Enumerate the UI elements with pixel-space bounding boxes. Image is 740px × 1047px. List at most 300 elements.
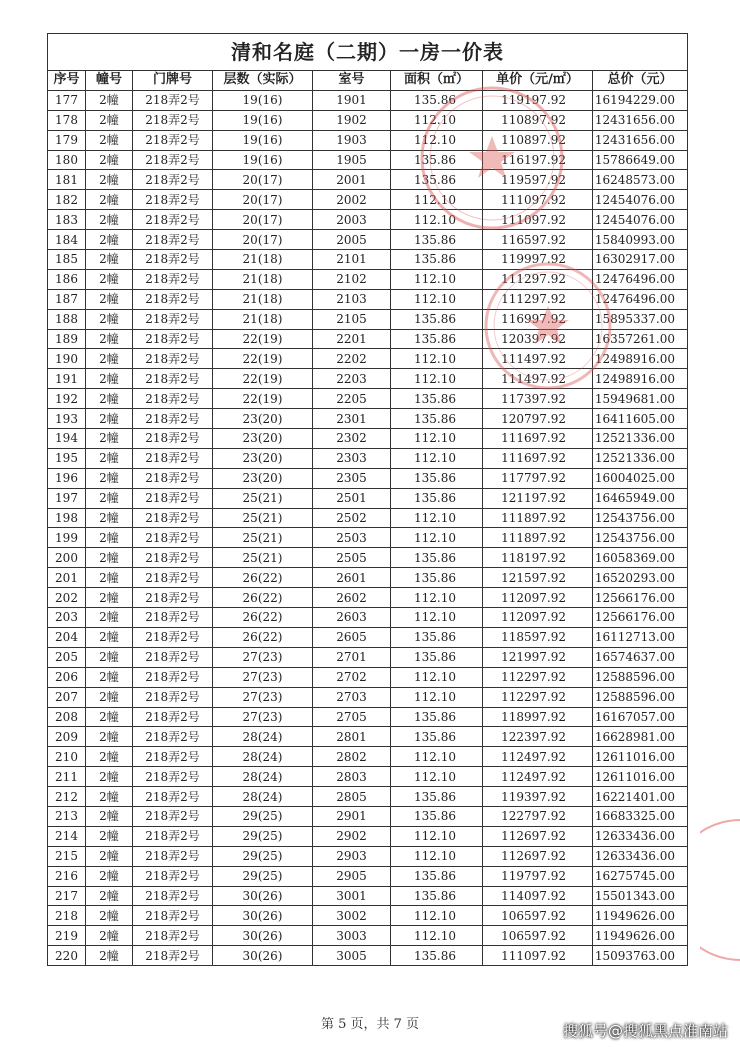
table-cell: 2幢 — [86, 250, 133, 270]
table-cell: 117397.92 — [483, 389, 593, 409]
header-cell: 幢号 — [86, 71, 133, 91]
table-cell: 2幢 — [86, 627, 133, 647]
table-cell: 2幢 — [86, 369, 133, 389]
table-row — [48, 548, 688, 568]
table-cell: 202 — [48, 588, 86, 608]
table-cell: 27(23) — [213, 647, 313, 667]
table-cell: 2幢 — [86, 448, 133, 468]
table-cell: 212 — [48, 787, 86, 807]
table-cell: 2001 — [313, 170, 391, 190]
table-cell: 21(18) — [213, 250, 313, 270]
table-cell: 218弄2号 — [133, 508, 213, 528]
table-cell: 218弄2号 — [133, 707, 213, 727]
table-cell: 112.10 — [391, 687, 483, 707]
table-cell: 12454076.00 — [593, 190, 688, 210]
table-cell: 112.10 — [391, 846, 483, 866]
table-cell: 21(18) — [213, 309, 313, 329]
watermark: 搜狐号@搜狐黑点淮南站 — [562, 1022, 728, 1040]
table-cell: 135.86 — [391, 389, 483, 409]
table-row — [48, 528, 688, 548]
table-cell: 135.86 — [391, 568, 483, 588]
table-cell: 19(16) — [213, 90, 313, 110]
table-cell: 16302917.00 — [593, 250, 688, 270]
table-cell: 3005 — [313, 946, 391, 966]
table-cell: 2幢 — [86, 926, 133, 946]
table-cell: 3002 — [313, 906, 391, 926]
table-cell: 2幢 — [86, 90, 133, 110]
table-cell: 2幢 — [86, 548, 133, 568]
table-cell: 112097.92 — [483, 588, 593, 608]
table-cell: 106597.92 — [483, 926, 593, 946]
table-cell: 220 — [48, 946, 86, 966]
table-cell: 27(23) — [213, 687, 313, 707]
table-cell: 2303 — [313, 448, 391, 468]
table-row — [48, 727, 688, 747]
table-cell: 16683325.00 — [593, 806, 688, 826]
table-cell: 2幢 — [86, 946, 133, 966]
table-cell: 135.86 — [391, 806, 483, 826]
price-sheet — [47, 33, 687, 966]
table-cell: 12633436.00 — [593, 826, 688, 846]
table-cell: 200 — [48, 548, 86, 568]
table-cell: 12454076.00 — [593, 210, 688, 230]
table-cell: 2幢 — [86, 787, 133, 807]
table-cell: 207 — [48, 687, 86, 707]
table-row — [48, 787, 688, 807]
table-cell: 2801 — [313, 727, 391, 747]
table-cell: 15949681.00 — [593, 389, 688, 409]
table-cell: 116597.92 — [483, 230, 593, 250]
table-cell: 194 — [48, 429, 86, 449]
table-cell: 16574637.00 — [593, 647, 688, 667]
table-cell: 2305 — [313, 468, 391, 488]
table-cell: 203 — [48, 608, 86, 628]
table-cell: 112697.92 — [483, 826, 593, 846]
table-cell: 112.10 — [391, 747, 483, 767]
table-cell: 218弄2号 — [133, 230, 213, 250]
table-cell: 112.10 — [391, 369, 483, 389]
table-cell: 12566176.00 — [593, 608, 688, 628]
table-cell: 11949626.00 — [593, 906, 688, 926]
table-cell: 219 — [48, 926, 86, 946]
table-cell: 116997.92 — [483, 309, 593, 329]
table-cell: 135.86 — [391, 946, 483, 966]
table-cell: 112.10 — [391, 210, 483, 230]
table-cell: 2603 — [313, 608, 391, 628]
table-cell: 216 — [48, 866, 86, 886]
table-cell: 16221401.00 — [593, 787, 688, 807]
table-cell: 121597.92 — [483, 568, 593, 588]
table-cell: 190 — [48, 349, 86, 369]
table-cell: 16275745.00 — [593, 866, 688, 886]
table-cell: 218弄2号 — [133, 190, 213, 210]
table-cell: 1903 — [313, 130, 391, 150]
table-cell: 20(17) — [213, 170, 313, 190]
table-cell: 198 — [48, 508, 86, 528]
table-cell: 183 — [48, 210, 86, 230]
table-cell: 201 — [48, 568, 86, 588]
table-cell: 118997.92 — [483, 707, 593, 727]
table-cell: 135.86 — [391, 250, 483, 270]
table-row — [48, 150, 688, 170]
table-cell: 22(19) — [213, 389, 313, 409]
table-cell: 2幢 — [86, 468, 133, 488]
table-cell: 12543756.00 — [593, 528, 688, 548]
table-cell: 2幢 — [86, 289, 133, 309]
table-cell: 218弄2号 — [133, 289, 213, 309]
table-cell: 2702 — [313, 667, 391, 687]
table-cell: 112.10 — [391, 608, 483, 628]
table-cell: 112.10 — [391, 429, 483, 449]
table-cell: 2幢 — [86, 190, 133, 210]
table-cell: 12566176.00 — [593, 588, 688, 608]
table-cell: 135.86 — [391, 309, 483, 329]
table-cell: 2302 — [313, 429, 391, 449]
table-cell: 22(19) — [213, 329, 313, 349]
table-cell: 180 — [48, 150, 86, 170]
header-cell: 面积（㎡） — [391, 71, 483, 91]
table-row — [48, 747, 688, 767]
table-cell: 135.86 — [391, 886, 483, 906]
table-cell: 110897.92 — [483, 130, 593, 150]
table-cell: 116197.92 — [483, 150, 593, 170]
table-cell: 111497.92 — [483, 349, 593, 369]
table-cell: 2005 — [313, 230, 391, 250]
table-row — [48, 488, 688, 508]
table-cell: 114097.92 — [483, 886, 593, 906]
table-cell: 2幢 — [86, 806, 133, 826]
table-cell: 2幢 — [86, 210, 133, 230]
table-cell: 23(20) — [213, 429, 313, 449]
table-cell: 187 — [48, 289, 86, 309]
table-cell: 218弄2号 — [133, 210, 213, 230]
table-cell: 15895337.00 — [593, 309, 688, 329]
table-cell: 218弄2号 — [133, 130, 213, 150]
table-cell: 218弄2号 — [133, 767, 213, 787]
table-cell: 218弄2号 — [133, 727, 213, 747]
table-cell: 135.86 — [391, 170, 483, 190]
table-cell: 193 — [48, 409, 86, 429]
table-row — [48, 349, 688, 369]
table-row — [48, 269, 688, 289]
price-table — [47, 33, 688, 966]
table-cell: 135.86 — [391, 627, 483, 647]
table-cell: 15093763.00 — [593, 946, 688, 966]
table-row — [48, 806, 688, 826]
table-cell: 12611016.00 — [593, 767, 688, 787]
table-cell: 2301 — [313, 409, 391, 429]
table-cell: 12521336.00 — [593, 429, 688, 449]
table-row — [48, 90, 688, 110]
table-cell: 16112713.00 — [593, 627, 688, 647]
table-cell: 27(23) — [213, 667, 313, 687]
table-cell: 119597.92 — [483, 170, 593, 190]
table-cell: 218弄2号 — [133, 150, 213, 170]
table-cell: 2502 — [313, 508, 391, 528]
table-cell: 106597.92 — [483, 906, 593, 926]
table-cell: 16411605.00 — [593, 409, 688, 429]
table-cell: 2605 — [313, 627, 391, 647]
table-cell: 26(22) — [213, 568, 313, 588]
table-cell: 12498916.00 — [593, 369, 688, 389]
table-cell: 209 — [48, 727, 86, 747]
table-cell: 218弄2号 — [133, 806, 213, 826]
table-cell: 117797.92 — [483, 468, 593, 488]
table-cell: 2幢 — [86, 110, 133, 130]
table-cell: 197 — [48, 488, 86, 508]
table-cell: 119197.92 — [483, 90, 593, 110]
table-cell: 28(24) — [213, 787, 313, 807]
table-cell: 208 — [48, 707, 86, 727]
table-cell: 135.86 — [391, 329, 483, 349]
table-cell: 12588596.00 — [593, 687, 688, 707]
table-cell: 22(19) — [213, 369, 313, 389]
table-cell: 112.10 — [391, 667, 483, 687]
table-cell: 135.86 — [391, 548, 483, 568]
table-row — [48, 826, 688, 846]
table-cell: 2201 — [313, 329, 391, 349]
table-cell: 26(22) — [213, 627, 313, 647]
table-cell: 111297.92 — [483, 289, 593, 309]
table-cell: 218弄2号 — [133, 170, 213, 190]
table-cell: 25(21) — [213, 488, 313, 508]
table-cell: 218弄2号 — [133, 250, 213, 270]
table-cell: 135.86 — [391, 707, 483, 727]
table-cell: 12611016.00 — [593, 747, 688, 767]
table-cell: 218弄2号 — [133, 110, 213, 130]
table-row — [48, 707, 688, 727]
table-cell: 2幢 — [86, 508, 133, 528]
table-cell: 28(24) — [213, 747, 313, 767]
table-cell: 112.10 — [391, 269, 483, 289]
table-cell: 218弄2号 — [133, 329, 213, 349]
table-cell: 2幢 — [86, 687, 133, 707]
table-cell: 121997.92 — [483, 647, 593, 667]
table-row — [48, 608, 688, 628]
table-cell: 218弄2号 — [133, 429, 213, 449]
table-row — [48, 687, 688, 707]
table-cell: 218弄2号 — [133, 846, 213, 866]
table-cell: 218弄2号 — [133, 608, 213, 628]
table-cell: 20(17) — [213, 190, 313, 210]
table-cell: 218弄2号 — [133, 667, 213, 687]
table-row — [48, 429, 688, 449]
table-cell: 25(21) — [213, 508, 313, 528]
table-cell: 12521336.00 — [593, 448, 688, 468]
table-row — [48, 468, 688, 488]
table-cell: 2203 — [313, 369, 391, 389]
table-cell: 111097.92 — [483, 946, 593, 966]
table-cell: 112.10 — [391, 906, 483, 926]
table-cell: 26(22) — [213, 608, 313, 628]
table-cell: 19(16) — [213, 130, 313, 150]
table-cell: 120797.92 — [483, 409, 593, 429]
table-cell: 218弄2号 — [133, 687, 213, 707]
table-cell: 16520293.00 — [593, 568, 688, 588]
table-cell: 218弄2号 — [133, 409, 213, 429]
table-cell: 2幢 — [86, 409, 133, 429]
table-cell: 112497.92 — [483, 747, 593, 767]
table-cell: 185 — [48, 250, 86, 270]
table-cell: 28(24) — [213, 727, 313, 747]
table-cell: 135.86 — [391, 727, 483, 747]
table-cell: 2幢 — [86, 767, 133, 787]
table-cell: 218弄2号 — [133, 747, 213, 767]
table-cell: 16058369.00 — [593, 548, 688, 568]
table-cell: 2703 — [313, 687, 391, 707]
table-cell: 184 — [48, 230, 86, 250]
table-cell: 3003 — [313, 926, 391, 946]
table-cell: 16194229.00 — [593, 90, 688, 110]
table-cell: 111097.92 — [483, 190, 593, 210]
table-cell: 2幢 — [86, 170, 133, 190]
table-cell: 2幢 — [86, 906, 133, 926]
table-cell: 112297.92 — [483, 687, 593, 707]
table-row — [48, 190, 688, 210]
table-cell: 196 — [48, 468, 86, 488]
table-cell: 29(25) — [213, 846, 313, 866]
table-row — [48, 309, 688, 329]
table-row — [48, 250, 688, 270]
table-row — [48, 906, 688, 926]
table-cell: 1905 — [313, 150, 391, 170]
table-cell: 2幢 — [86, 488, 133, 508]
table-cell: 2002 — [313, 190, 391, 210]
table-cell: 2幢 — [86, 230, 133, 250]
table-row — [48, 846, 688, 866]
table-cell: 218弄2号 — [133, 468, 213, 488]
table-cell: 2805 — [313, 787, 391, 807]
table-cell: 218弄2号 — [133, 588, 213, 608]
table-cell: 218弄2号 — [133, 568, 213, 588]
table-cell: 135.86 — [391, 230, 483, 250]
table-cell: 112.10 — [391, 190, 483, 210]
table-cell: 12476496.00 — [593, 269, 688, 289]
table-cell: 112097.92 — [483, 608, 593, 628]
table-cell: 16004025.00 — [593, 468, 688, 488]
table-cell: 112.10 — [391, 130, 483, 150]
table-cell: 210 — [48, 747, 86, 767]
table-cell: 27(23) — [213, 707, 313, 727]
table-cell: 1902 — [313, 110, 391, 130]
table-cell: 21(18) — [213, 269, 313, 289]
table-cell: 2902 — [313, 826, 391, 846]
table-cell: 19(16) — [213, 150, 313, 170]
table-cell: 2601 — [313, 568, 391, 588]
table-cell: 195 — [48, 448, 86, 468]
table-cell: 12476496.00 — [593, 289, 688, 309]
table-row — [48, 130, 688, 150]
table-cell: 111097.92 — [483, 210, 593, 230]
table-cell: 22(19) — [213, 349, 313, 369]
table-body — [48, 90, 688, 965]
table-row — [48, 289, 688, 309]
table-cell: 2幢 — [86, 707, 133, 727]
table-cell: 218弄2号 — [133, 886, 213, 906]
table-cell: 15786649.00 — [593, 150, 688, 170]
table-row — [48, 230, 688, 250]
table-cell: 218弄2号 — [133, 369, 213, 389]
table-cell: 2105 — [313, 309, 391, 329]
table-cell: 20(17) — [213, 210, 313, 230]
table-cell: 16465949.00 — [593, 488, 688, 508]
table-cell: 23(20) — [213, 468, 313, 488]
table-cell: 11949626.00 — [593, 926, 688, 946]
table-cell: 218弄2号 — [133, 488, 213, 508]
table-cell: 12431656.00 — [593, 130, 688, 150]
table-cell: 16357261.00 — [593, 329, 688, 349]
table-cell: 112697.92 — [483, 846, 593, 866]
table-cell: 135.86 — [391, 647, 483, 667]
table-cell: 2幢 — [86, 727, 133, 747]
table-cell: 218弄2号 — [133, 926, 213, 946]
table-cell: 12633436.00 — [593, 846, 688, 866]
table-cell: 2幢 — [86, 309, 133, 329]
table-cell: 2幢 — [86, 389, 133, 409]
table-cell: 122797.92 — [483, 806, 593, 826]
table-cell: 218弄2号 — [133, 866, 213, 886]
table-cell: 2202 — [313, 349, 391, 369]
table-row — [48, 170, 688, 190]
table-cell: 135.86 — [391, 409, 483, 429]
table-cell: 2幢 — [86, 150, 133, 170]
table-cell: 188 — [48, 309, 86, 329]
table-cell: 111897.92 — [483, 528, 593, 548]
table-cell: 21(18) — [213, 289, 313, 309]
header-cell: 门牌号 — [133, 71, 213, 91]
table-cell: 12431656.00 — [593, 110, 688, 130]
header-cell: 室号 — [313, 71, 391, 91]
table-cell: 112.10 — [391, 448, 483, 468]
table-cell: 2505 — [313, 548, 391, 568]
table-cell: 2幢 — [86, 846, 133, 866]
table-cell: 2幢 — [86, 647, 133, 667]
table-cell: 3001 — [313, 886, 391, 906]
table-row — [48, 886, 688, 906]
table-cell: 112.10 — [391, 508, 483, 528]
table-cell: 192 — [48, 389, 86, 409]
page-title: 清和名庭（二期）一房一价表 — [48, 34, 688, 71]
table-cell: 218 — [48, 906, 86, 926]
table-cell: 112.10 — [391, 588, 483, 608]
table-cell: 2701 — [313, 647, 391, 667]
table-cell: 29(25) — [213, 826, 313, 846]
table-cell: 111897.92 — [483, 508, 593, 528]
table-cell: 218弄2号 — [133, 349, 213, 369]
table-cell: 204 — [48, 627, 86, 647]
table-cell: 2幢 — [86, 568, 133, 588]
table-row — [48, 866, 688, 886]
table-cell: 213 — [48, 806, 86, 826]
table-row — [48, 588, 688, 608]
table-cell: 1901 — [313, 90, 391, 110]
table-cell: 218弄2号 — [133, 647, 213, 667]
table-cell: 135.86 — [391, 866, 483, 886]
table-cell: 19(16) — [213, 110, 313, 130]
table-cell: 2802 — [313, 747, 391, 767]
table-cell: 120397.92 — [483, 329, 593, 349]
edge-seal-stamp — [700, 810, 740, 970]
table-cell: 16167057.00 — [593, 707, 688, 727]
table-cell: 218弄2号 — [133, 946, 213, 966]
header-cell: 层数（实际） — [213, 71, 313, 91]
table-row — [48, 329, 688, 349]
table-cell: 112497.92 — [483, 767, 593, 787]
table-cell: 2幢 — [86, 826, 133, 846]
table-row — [48, 210, 688, 230]
table-cell: 15840993.00 — [593, 230, 688, 250]
table-cell: 26(22) — [213, 588, 313, 608]
